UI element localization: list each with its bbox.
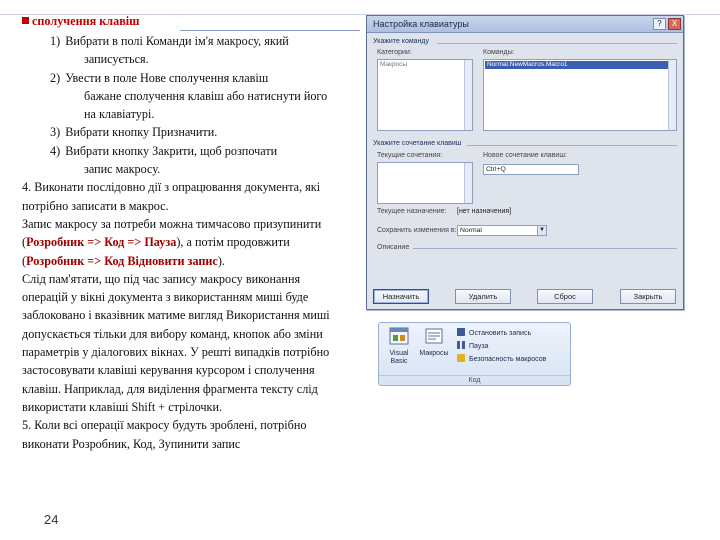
dialog-title: Настройка клавиатуры <box>373 19 469 29</box>
remove-button[interactable]: Удалить <box>455 289 511 304</box>
macros-icon <box>424 327 444 345</box>
pause-command[interactable]: Пауза <box>457 341 488 352</box>
chevron-down-icon[interactable]: ▼ <box>537 226 546 235</box>
macros-button[interactable] <box>417 327 451 358</box>
dialog-titlebar[interactable] <box>367 16 683 33</box>
bullet-square-icon <box>22 17 29 24</box>
steps-list <box>50 32 340 178</box>
categories-label: Категории: <box>377 49 412 56</box>
save-in-select[interactable] <box>457 225 547 236</box>
page-number: 24 <box>44 512 59 527</box>
paragraph-step4: 4. Виконати послідовно дії з опрацювання документа, які потрібно записати в макрос. <box>22 180 321 213</box>
current-assign-value: [нет назначения] <box>457 208 512 215</box>
list-item: 1) Вибрати в полі Команди ім'я макросу, який записується. <box>50 34 289 67</box>
categories-scrollbar[interactable] <box>464 60 472 130</box>
commands-list[interactable] <box>483 59 677 131</box>
top-bullet <box>22 12 340 32</box>
top-bullet-text: сполучення клавіш <box>32 14 140 28</box>
close-icon[interactable]: X <box>668 18 681 30</box>
macro-security-command[interactable]: Безопасность макросов <box>457 354 546 365</box>
divider <box>467 145 677 146</box>
visual-basic-button[interactable] <box>382 327 416 366</box>
close-button[interactable]: Закрыть <box>620 289 676 304</box>
divider <box>437 43 677 44</box>
description-label: Описание <box>377 244 410 251</box>
group-commands-label: Укажите команду <box>373 38 429 45</box>
paragraph-pause: Запис макросу за потреби можна тимчасово призупинити (Розробник => Код => Пауза), а потім продовжити (Розробник => Код Відновити запис). <box>22 216 322 268</box>
current-keys-scrollbar[interactable] <box>464 163 472 203</box>
customize-keyboard-dialog <box>366 15 684 310</box>
list-item: 3) Вибрати кнопку Призначити. <box>50 125 218 140</box>
ribbon-group-label: Код <box>379 375 570 384</box>
body-text <box>22 12 340 453</box>
reset-button[interactable]: Сброс <box>537 289 593 304</box>
paragraph-step5: 5. Коли всі операції макросу будуть зроблені, потрібно виконати Розробник, Код, Зупинити запис <box>22 418 307 451</box>
save-in-label: Сохранить изменения в: <box>377 227 457 234</box>
categories-item[interactable]: Макросы <box>380 61 408 68</box>
list-item: 4) Вибрати кнопку Закрити, щоб розпочати запис макросу. <box>50 143 278 177</box>
paragraph-mouse: Слід пам'ятати, що під час запису макросу виконання операцій у вікні документа з використанням миші буде заблоковано і вказівник матиме вигляд Використання миші допускається тільки для вибору команд, кнопок або зміни параметрів у діалогових вікнах. У решті випадків потрібно застосовувати клавіші керування курсором і сполучення клавіш. Наприклад, для виділення фрагмента тексту слід використати клавіші Shift + стрілочки. <box>22 271 330 414</box>
macros-label: Макросы <box>419 350 449 357</box>
categories-list[interactable] <box>377 59 473 131</box>
group-keys-label: Укажите сочетание клавиш <box>373 140 462 147</box>
commands-scrollbar[interactable] <box>668 60 676 130</box>
current-keys-list[interactable] <box>377 162 473 204</box>
new-keys-label: Новое сочетание клавиш: <box>483 152 567 159</box>
assign-button[interactable]: Назначить <box>373 289 429 304</box>
commands-selected-item[interactable]: Normal.NewMacros.Macro1 <box>485 61 675 69</box>
current-assign-label: Текущее назначение: <box>377 208 447 215</box>
ribbon-code-group <box>378 322 571 386</box>
stop-recording-command[interactable]: Остановить запись <box>457 328 531 339</box>
help-button[interactable]: ? <box>653 18 666 30</box>
visual-basic-icon <box>389 327 409 345</box>
commands-label: Команды: <box>483 49 515 56</box>
pause-path: Розробник => Код => Пауза <box>26 235 177 250</box>
stop-icon <box>457 328 465 336</box>
warning-icon <box>457 354 465 362</box>
save-in-value: Normal <box>460 227 482 234</box>
list-item: 2) Увести в поле Нове сполучення клавіш бажане сполучення клавіш або натиснути його на клавіатурі. <box>50 70 328 122</box>
visual-basic-label: Visual Basic <box>389 350 409 365</box>
new-keys-input[interactable]: Ctrl+Q <box>483 164 579 175</box>
pause-icon <box>457 341 465 349</box>
resume-path: Розробник => Код Відновити запис <box>26 253 218 268</box>
divider <box>413 248 677 249</box>
current-keys-label: Текущие сочетания: <box>377 152 443 159</box>
